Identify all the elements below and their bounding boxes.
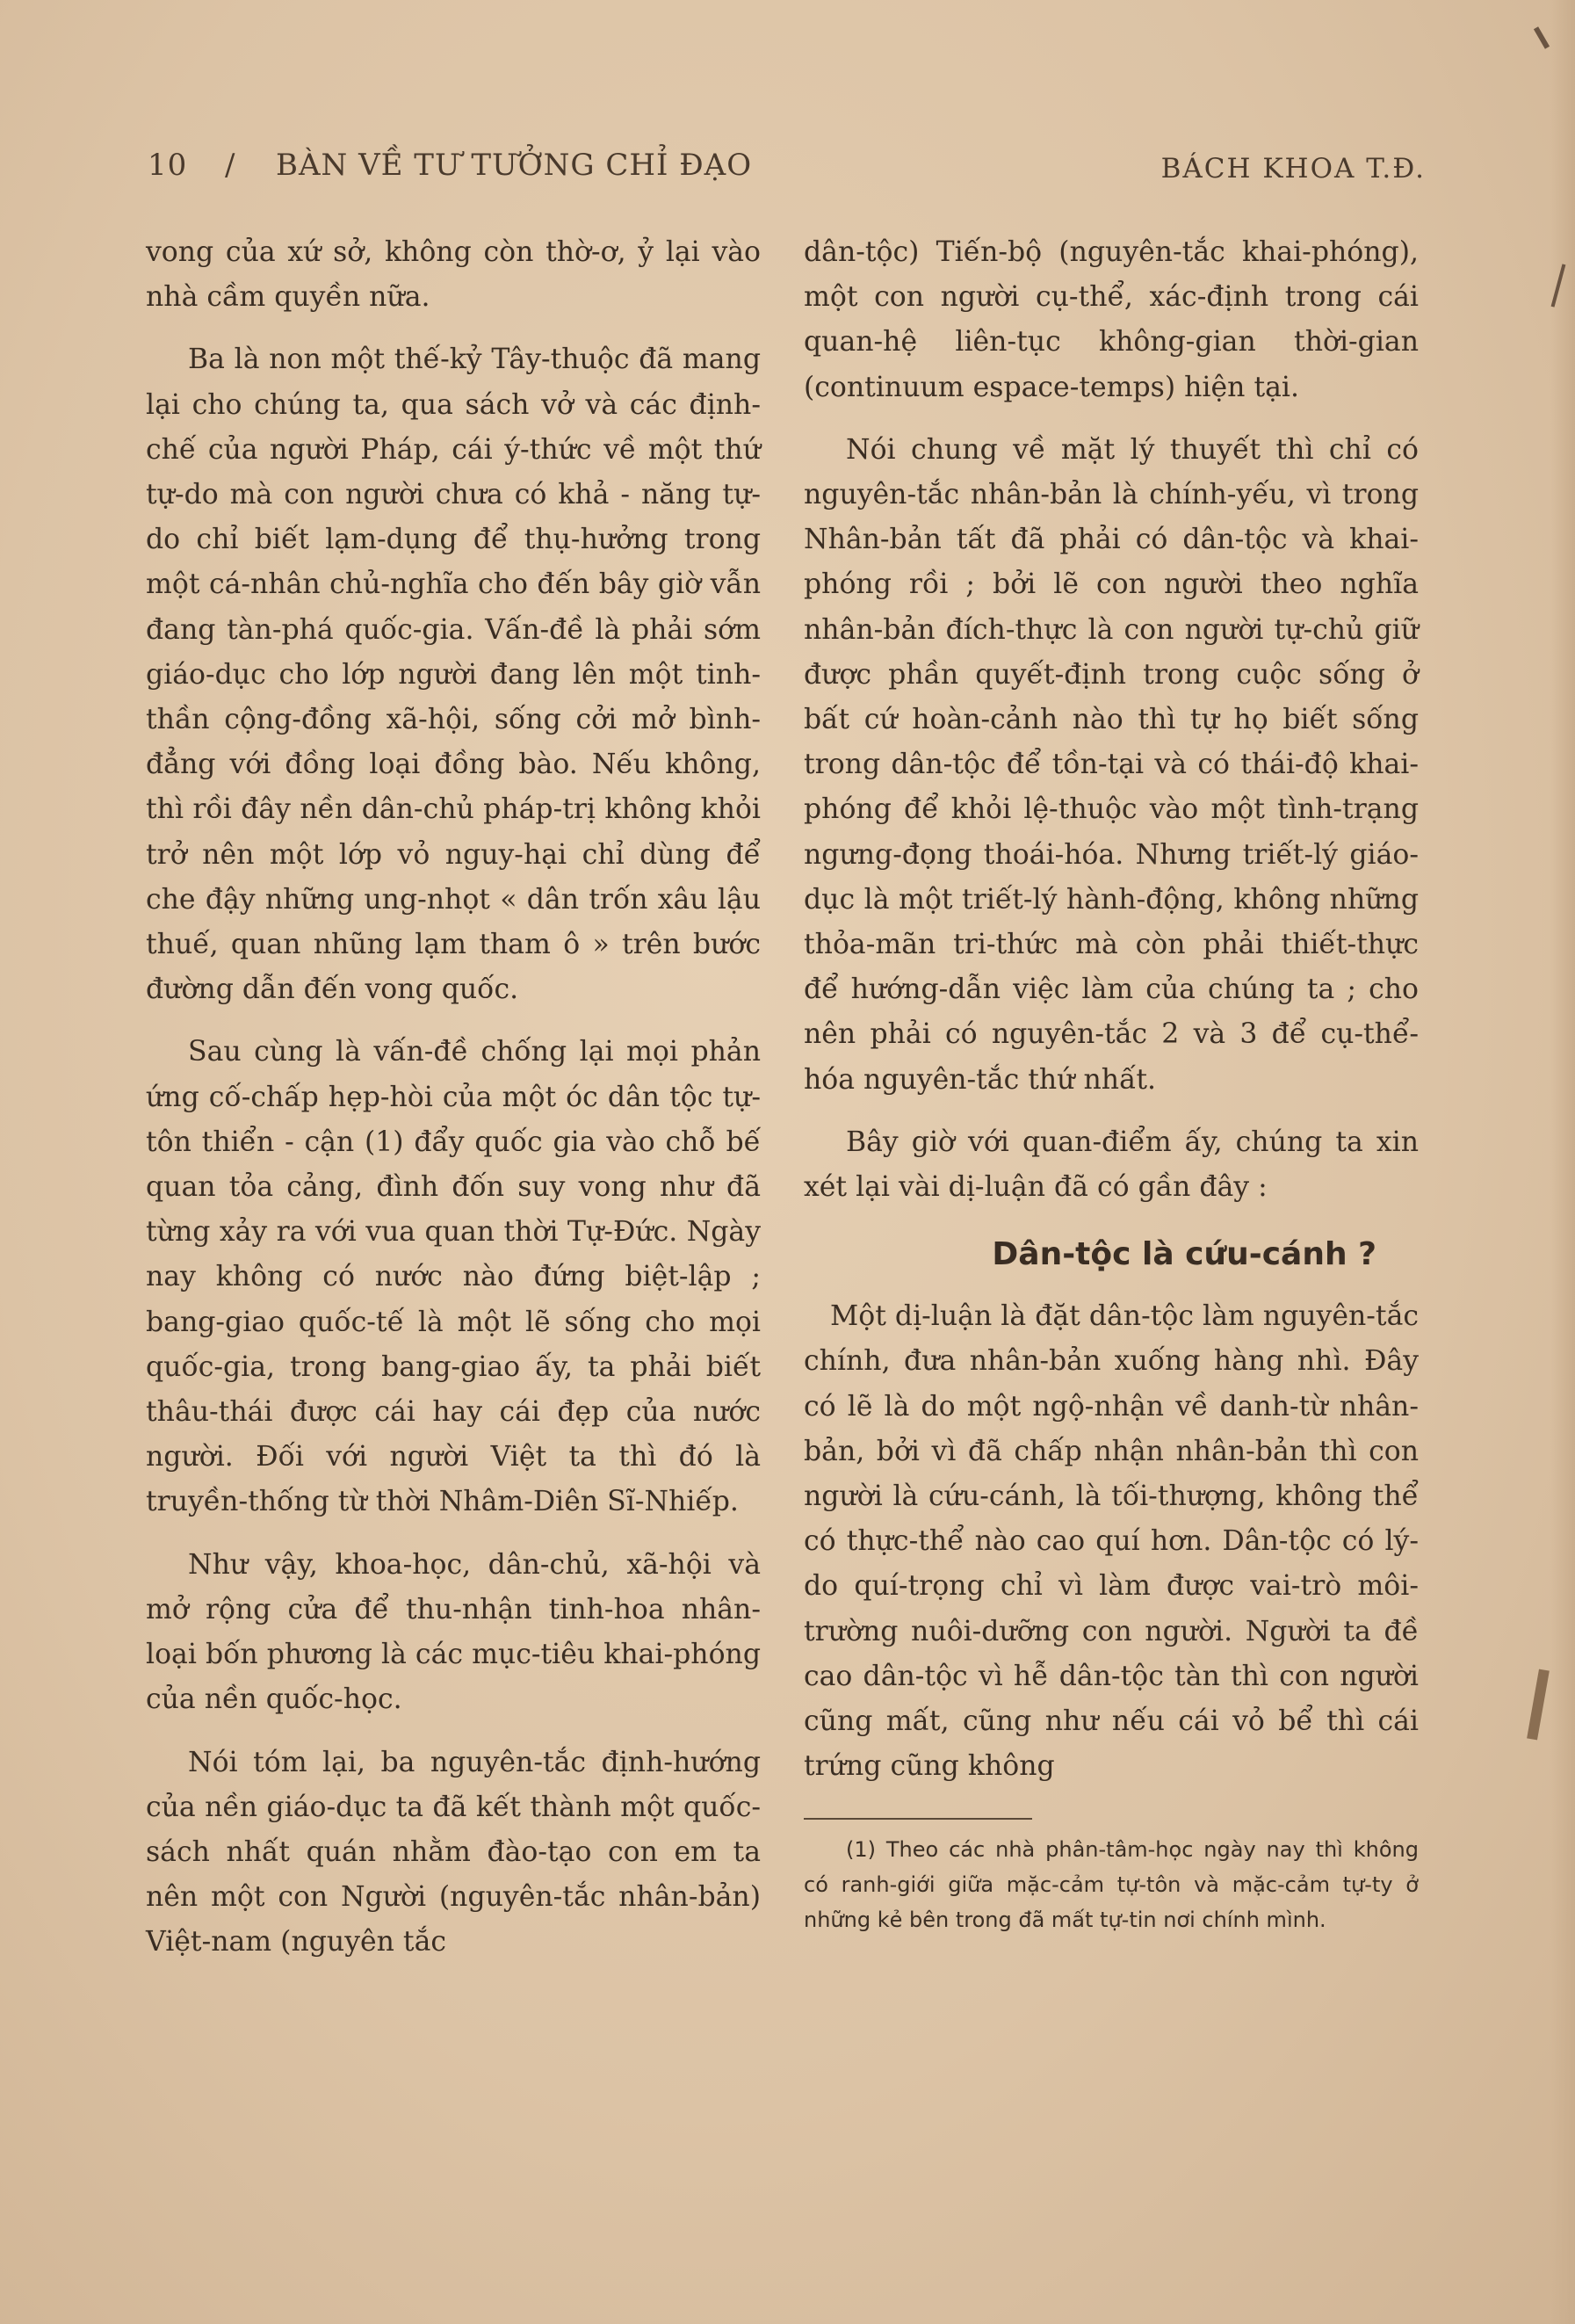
- section-title: BÀN VỀ TƯ TƯỞNG CHỈ ĐẠO: [276, 148, 753, 183]
- paragraph: Nói chung về mặt lý thuyết thì chỉ có nguyên-tắc nhân-bản là chính-yếu, vì trong Nhân-bản tất đã phải có dân-tộc và khai-phóng rồi ; bởi lẽ con người theo nghĩa nhân-bản đích-thực là con người tự-chủ giữ được phần quyết-định trong cuộc sống ở bất cứ hoàn-cảnh nào thì tự họ biết sống trong dân-tộc để tồn-tại và có thái-độ khai-phóng để khỏi lệ-thuộc vào một tình-trạng ngưng-đọng thoái-hóa. Nhưng triết-lý giáo-dục là một triết-lý hành-động, không những thỏa-mãn tri-thức mà còn phải thiết-thực để hướng-dẫn việc làm của chúng ta ; cho nên phải có nguyên-tắc 2 và 3 để cụ-thể-hóa nguyên-tắc thứ nhất.: [804, 433, 1419, 1096]
- paragraph: Ba là non một thế-kỷ Tây-thuộc đã mang lại cho chúng ta, qua sách vở và các định-chế của người Pháp, cái ý-thức về một thứ tự-do mà con người chưa có khả - năng tự-do chỉ biết lạm-dụng để thụ-hưởng trong một cá-nhân chủ-nghĩa cho đến bây giờ vẫn đang tàn-phá quốc-gia. Vấn-đề là phải sớm giáo-dục cho lớp người đang lên một tinh-thần cộng-đồng xã-hội, sống cởi mở bình-đẳng với đồng loại đồng bào. Nếu không, thì rồi đây nền dân-chủ pháp-trị không khỏi trở nên một lớp vỏ nguy-hại chỉ dùng để che đậy những ung-nhọt « dân trốn xâu lậu thuế, quan nhũng lạm tham ô » trên bước đường dẫn đến vong quốc.: [146, 344, 761, 1006]
- paragraph: vong của xứ sở, không còn thờ-ơ, ỷ lại vào nhà cầm quyền nữa.: [146, 236, 761, 314]
- running-header: [148, 148, 1426, 192]
- paragraph: Như vậy, khoa-học, dân-chủ, xã-hội và mở rộng cửa để thu-nhận tinh-hoa nhân-loại bốn phương là các mục-tiêu khai-phóng của nền quốc-học.: [146, 1548, 761, 1716]
- page-blemish: [1534, 26, 1550, 49]
- paragraph: Sau cùng là vấn-đề chống lại mọi phản ứng cố-chấp hẹp-hòi của một óc dân tộc tự-tôn thiển - cận (1) đẩy quốc gia vào chỗ bế quan tỏa cảng, đình đốn suy vong như đã từng xảy ra với vua quan thời Tự-Đức. Ngày nay không có nước nào đứng biệt-lập ; bang-giao quốc-tế là một lẽ sống cho mọi quốc-gia, trong bang-giao ấy, ta phải biết thâu-thái được cái hay cái đẹp của nước người. Đối với người Việt ta thì đó là truyền-thống từ thời Nhâm-Diên Sĩ-Nhiếp.: [146, 1036, 761, 1518]
- page-blemish: [1527, 1669, 1550, 1741]
- page-number: 10: [148, 148, 188, 183]
- right-column: [804, 230, 1419, 1955]
- left-column: [146, 230, 761, 1983]
- page-edge-shadow: [1550, 0, 1575, 2324]
- paragraph: Một dị-luận là đặt dân-tộc làm nguyên-tắc chính, đưa nhân-bản xuống hàng nhì. Đây có lẽ là do một ngộ-nhận về danh-từ nhân-bản, bởi vì đã chấp nhận nhân-bản thì con người là cứu-cánh, là tối-thượng, không thể có thực-thể nào cao quí hơn. Dân-tộc có lý-do quí-trọng chỉ vì làm được vai-trò môi-trường nuôi-dưỡng con người. Người ta đề cao dân-tộc vì hễ dân-tộc tàn thì con người cũng mất, cũng như nếu cái vỏ bể thì cái trứng cũng không: [804, 1300, 1419, 1783]
- paragraph: Nói tóm lại, ba nguyên-tắc định-hướng của nền giáo-dục ta đã kết thành một quốc-sách nhất quán nhằm đào-tạo con em ta nên một con Người (nguyên-tắc nhân-bản) Việt-nam (nguyên tắc: [146, 1746, 761, 1958]
- header-separator: /: [225, 148, 236, 183]
- footnote-divider: [804, 1818, 1032, 1820]
- paragraph: Bây giờ với quan-điểm ấy, chúng ta xin xét lại vài dị-luận đã có gần đây :: [804, 1126, 1419, 1204]
- publication-name: BÁCH KHOA T.Đ.: [1160, 153, 1426, 185]
- paragraph: dân-tộc) Tiến-bộ (nguyên-tắc khai-phóng), một con người cụ-thể, xác-định trong cái quan-hệ liên-tục không-gian thời-gian (continuum espace-temps) hiện tại.: [804, 236, 1419, 403]
- section-heading: Dân-tộc là cứu-cánh ?: [992, 1236, 1376, 1273]
- footnote: (1) Theo các nhà phân-tâm-học ngày nay thì không có ranh-giới giữa mặc-cảm tự-tôn và mặc-cảm tự-ty ở những kẻ bên trong đã mất tự-tin nơi chính mình.: [804, 1836, 1419, 1932]
